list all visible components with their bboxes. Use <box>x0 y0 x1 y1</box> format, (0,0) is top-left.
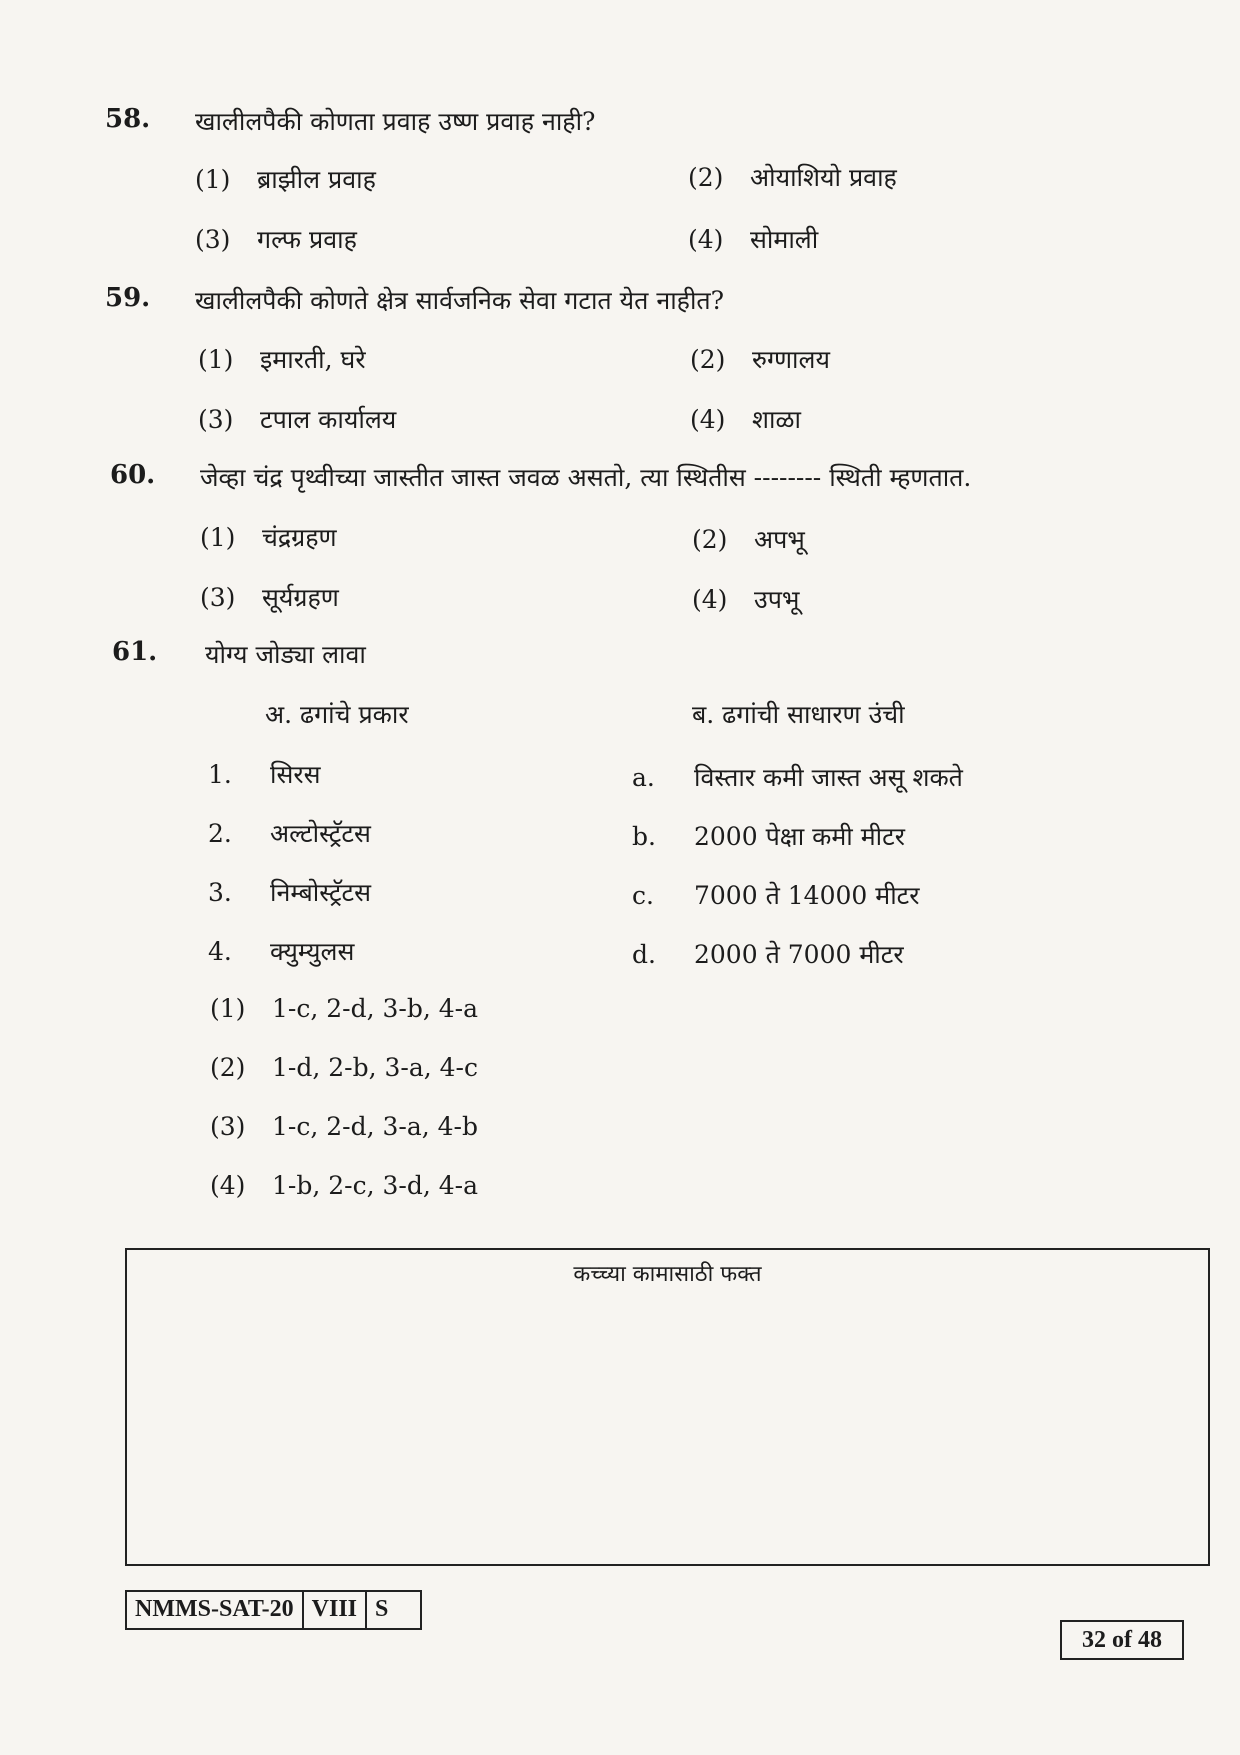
option-3: (3) टपाल कार्यालय <box>198 405 397 434</box>
question-text: खालीलपैकी कोणता प्रवाह उष्ण प्रवाह नाही? <box>195 107 596 136</box>
paper-code: NMMS-SAT-20 <box>127 1592 304 1628</box>
question-number: 60. <box>110 460 156 490</box>
option-1: (1) चंद्रग्रहण <box>200 523 337 552</box>
rough-work-box <box>125 1248 1210 1566</box>
match-right-item: a. विस्तार कमी जास्त असू शकते <box>632 763 963 792</box>
question-text: खालीलपैकी कोणते क्षेत्र सार्वजनिक सेवा गटात येत नाहीत? <box>195 286 725 315</box>
match-right-item: c. 7000 ते 14000 मीटर <box>632 881 920 910</box>
option-3: (3) गल्फ प्रवाह <box>195 225 357 254</box>
question-number: 59. <box>105 283 151 313</box>
page-number: 32 of 48 <box>1060 1620 1184 1660</box>
match-left-item: 2. अल्टोस्ट्रॅटस <box>208 819 371 848</box>
option-1: (1) 1-c, 2-d, 3-b, 4-a <box>210 994 479 1023</box>
option-2: (2) 1-d, 2-b, 3-a, 4-c <box>210 1053 479 1082</box>
option-3: (3) सूर्यग्रहण <box>200 583 339 612</box>
match-right-item: d. 2000 ते 7000 मीटर <box>632 940 904 969</box>
question-text: योग्य जोड्या लावा <box>205 640 366 669</box>
match-left-item: 4. क्युम्युलस <box>208 937 355 966</box>
paper-code-box <box>125 1590 422 1630</box>
set-code: S <box>375 1596 389 1622</box>
option-1: (1) ब्राझील प्रवाह <box>195 165 376 194</box>
option-4: (4) 1-b, 2-c, 3-d, 4-a <box>210 1171 479 1200</box>
option-3: (3) 1-c, 2-d, 3-a, 4-b <box>210 1112 479 1141</box>
question-number: 61. <box>112 637 158 667</box>
column-b-heading: ब. ढगांची साधारण उंची <box>692 700 905 729</box>
match-right-item: b. 2000 पेक्षा कमी मीटर <box>632 822 905 851</box>
column-a-heading: अ. ढगांचे प्रकार <box>265 700 409 729</box>
rough-work-label: कच्च्या कामासाठी फक्त <box>573 1262 762 1287</box>
option-4: (4) सोमाली <box>688 225 819 254</box>
option-1: (1) इमारती, घरे <box>198 345 366 374</box>
question-text: जेव्हा चंद्र पृथ्वीच्या जास्तीत जास्त जवळ असतो, त्या स्थितीस -------- स्थिती म्हणतात. <box>200 463 972 492</box>
option-2: (2) अपभू <box>692 525 805 554</box>
option-4: (4) उपभू <box>692 585 800 614</box>
option-4: (4) शाळा <box>690 405 801 434</box>
option-2: (2) ओयाशियो प्रवाह <box>688 163 897 192</box>
match-left-item: 3. निम्बोस्ट्रॅटस <box>208 878 372 907</box>
option-2: (2) रुग्णालय <box>690 345 830 374</box>
question-number: 58. <box>105 104 151 134</box>
match-left-item: 1. सिरस <box>208 760 321 789</box>
standard-code: VIII <box>304 1592 367 1628</box>
